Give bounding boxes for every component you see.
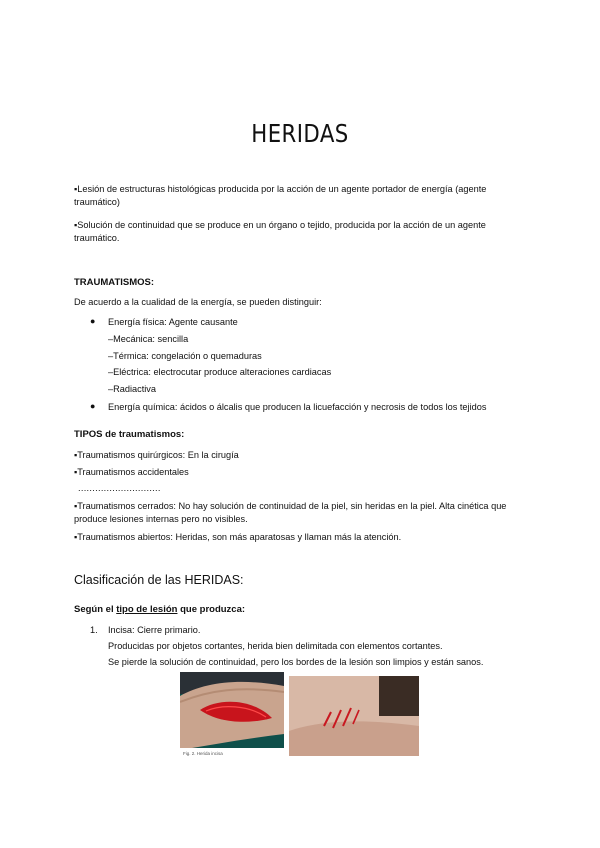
definition-1: ▪Lesión de estructuras histológicas producida por la acción de un agente portador de energía (agente traumático) xyxy=(74,184,487,207)
tipos-item-quirurgicos: ▪Traumatismos quirúrgicos: En la cirugía xyxy=(74,450,239,460)
segun-prefix: Según el xyxy=(74,604,117,615)
clasificacion-heading: Clasificación de las HERIDAS: xyxy=(74,573,244,587)
bullet-energia-quimica: Energía química: ácidos o álcalis que producen la licuefacción y necrosis de todos los tejidos xyxy=(108,402,487,412)
fisica-item-radiactiva: –Radiactiva xyxy=(108,384,157,394)
segun-suffix: que produzca: xyxy=(177,604,246,615)
photo-caption: Fig. 2. Herida incisa xyxy=(183,751,223,756)
incised-wound-photo-arm xyxy=(180,672,284,758)
wound-photo-illustration xyxy=(180,672,284,758)
segun-line xyxy=(74,604,245,616)
traumatismos-heading: TRAUMATISMOS: xyxy=(74,277,155,288)
bullet-energia-fisica: Energía física: Agente causante xyxy=(108,317,238,327)
hand-photo-illustration xyxy=(289,676,419,756)
hand-shade xyxy=(289,721,419,756)
incisa-line-1: Producidas por objetos cortantes, herida bien delimitada con elementos cortantes. xyxy=(108,641,443,651)
tipos-item-accidentales: ▪Traumatismos accidentales xyxy=(74,467,189,477)
bullet-dot: ● xyxy=(90,316,96,326)
fisica-item-electrica: –Eléctrica: electrocutar produce alteraciones cardiacas xyxy=(108,367,332,377)
bullet-dot: ● xyxy=(90,401,96,411)
tipos-cerrados: ▪Traumatismos cerrados: No hay solución de continuidad de la piel, sin heridas en la piel. Alta cinética que produce lesiones internas pero no visibles. xyxy=(74,501,507,524)
photo-dark-corner xyxy=(379,676,419,716)
page-title: HERIDAS xyxy=(251,119,349,148)
list-number: 1. xyxy=(90,625,98,635)
segun-underlined: tipo de lesión xyxy=(116,604,178,615)
tipos-abiertos: ▪Traumatismos abiertos: Heridas, son más aparatosas y llaman más la atención. xyxy=(74,532,402,542)
tipos-heading: TIPOS de traumatismos: xyxy=(74,429,185,440)
fisica-item-termica: –Térmica: congelación o quemaduras xyxy=(108,351,262,361)
fisica-item-mecanica: –Mecánica: sencilla xyxy=(108,334,189,344)
incised-wound-photo-hand xyxy=(289,676,419,756)
incisa-line-2: Se pierde la solución de continuidad, pero los bordes de la lesión son limpios y están sanos. xyxy=(108,657,484,667)
definition-2: ▪Solución de continuidad que se produce en un órgano o tejido, producida por la acción de un agente traumático. xyxy=(74,220,486,243)
dotted-line: ............................. xyxy=(78,483,161,493)
traumatismos-intro: De acuerdo a la cualidad de la energía, se pueden distinguir: xyxy=(74,297,322,307)
incisa-title: Incisa: Cierre primario. xyxy=(108,625,201,635)
